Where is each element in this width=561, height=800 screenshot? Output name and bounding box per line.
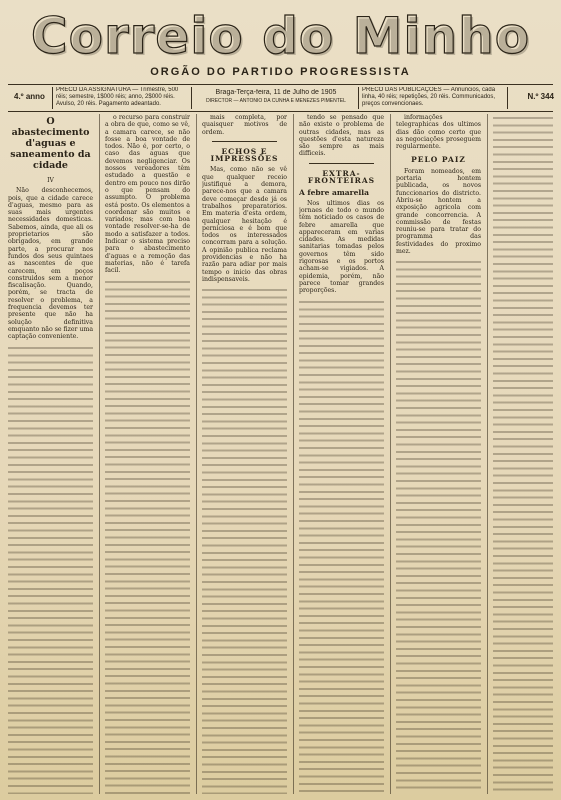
info-band: [8, 84, 553, 112]
subscription-box: PRECO DA ASSIGNATURA — Trimestre, 500 réis; semestre, 1$000 réis; anno, 2$000 réis. Avulso, 20 réis. Pagamento adeantado.: [52, 87, 192, 109]
section-rule: [309, 163, 374, 164]
article-paragraph: Mas, como não se vê que qualquer receio justifique a demora, parece-nos que a camara deve começar desde já os trabalhos preparatorios. Em materia d'esta ordem, qualquer hesitação é perniciosa e é bom que todos os interessados concorram para a solução. A opinião publica reclama providencias e não ha razão para adiar por mais tempo o inicio das obras indispensaveis.: [202, 166, 287, 283]
column-text-lines: [8, 344, 93, 794]
column-4: [299, 114, 384, 794]
column-6: [493, 114, 553, 794]
article-paragraph: o recurso para construir a obra de que, como se vê, a camara carece, se não fosse a boa vontade de todos. Não é, por certo, o caso das aguas que devemos negligenciar. Os nossos vereadores têm estudado a questão e dentro em pouco nos dirão o que pensam do assumpto. O problema está posto. Os elementos a coordenar são muitos e variados; mas com boa vontade resolver-se-ha de modo a satisfazer a todos. Indicar o sistema preciso para o abastecimento d'aguas e a remoção das materias, não é tarefa facil.: [105, 114, 190, 275]
article-paragraph: informações telegraphicas dos ultimos dias dão como certo que as negociações proseguem regularmente.: [396, 114, 481, 151]
article-paragraph: Foram nomeados, em portaria hontem publicada, os novos funccionarios do districto. Abriu-se hontem a exposição agricola com grande concorrencia. A commissão de festas reuniu-se para tratar do programma das festividades do proximo mez.: [396, 167, 481, 256]
publications-box: PRECO DAS PUBLICAÇÕES — Annuncios, cada linha, 40 réis; repetições, 20 réis. Communicados, preços convencionaes.: [358, 87, 508, 109]
column-text-lines: [202, 286, 287, 794]
column-3: [202, 114, 287, 794]
issue-number: N.º 344: [527, 93, 554, 101]
newspaper-title: Correio do Minho: [30, 7, 531, 65]
column-text-lines: [396, 258, 481, 794]
column-2: [105, 114, 190, 794]
article-heading: O abastecimento d'aguas e saneamento da cidade: [10, 116, 91, 171]
subheading-febre-amarella: A febre amarella: [299, 188, 369, 198]
date-line: [196, 89, 356, 111]
column-divider: [293, 114, 294, 794]
section-heading-extra-fronteiras: EXTRA-FRONTEIRAS: [307, 168, 376, 186]
article-paragraph: Nos ultimos dias os jornaes de todo o mundo têm noticiado os casos de febre amarella que appareceram em varias cidades. As medidas sanitarias tomadas pelos governos têm sido rigorosas e os portos acham-se vigiados. A epidemia, porém, não parece tomar grandes proporções.: [299, 199, 384, 295]
column-text-lines: [299, 298, 384, 794]
article-paragraph: tendo se pensado que não existe o problema de outras cidades, mas as questões d'esta natureza são sempre as mais difficeis.: [299, 114, 384, 158]
column-text-lines: [493, 114, 553, 794]
column-divider: [487, 114, 488, 794]
year-label: 4.º anno: [14, 93, 45, 101]
column-divider: [99, 114, 100, 794]
masthead: [0, 0, 561, 112]
section-heading-echos: ECHOS E IMPRESSÕES: [210, 146, 279, 164]
column-divider: [196, 114, 197, 794]
article-paragraph: mais completa, por quaisquer motivos de ordem.: [202, 114, 287, 136]
place-date: Braga-Terça-feira, 11 de Julho de 1905: [215, 89, 337, 96]
column-1: [8, 114, 93, 794]
column-5: [396, 114, 481, 794]
director-line: DIRECTOR — ANTONIO DA CUNHA E MENEZES PIMENTEL: [206, 98, 346, 104]
section-heading-pelo-paiz: PELO PAIZ: [411, 155, 466, 165]
column-text-lines: [105, 278, 190, 794]
newspaper-subtitle: ORGÃO DO PARTIDO PROGRESSISTA: [150, 66, 411, 78]
article-paragraph: Não desconhecemos, pois, que a cidade carece d'aguas, mesmo para as suas mais urgentes necessidades domesticas. Sabemos, ainda, que ali os proprietarios são obrigados, em grande parte, a procurar nos fundos dos seus quintaes as nascentes de que carecem, em poços construidos sem a menor fiscalisação. Quando, porém, se tracta de resolver o problema, a frequencia devemos ter presente que não ha solução definitiva emquanto não se fizer uma captação conveniente.: [8, 187, 93, 341]
section-rule: [212, 141, 277, 142]
article-part-number: IV: [47, 177, 54, 184]
article-body: [8, 114, 553, 794]
column-divider: [390, 114, 391, 794]
